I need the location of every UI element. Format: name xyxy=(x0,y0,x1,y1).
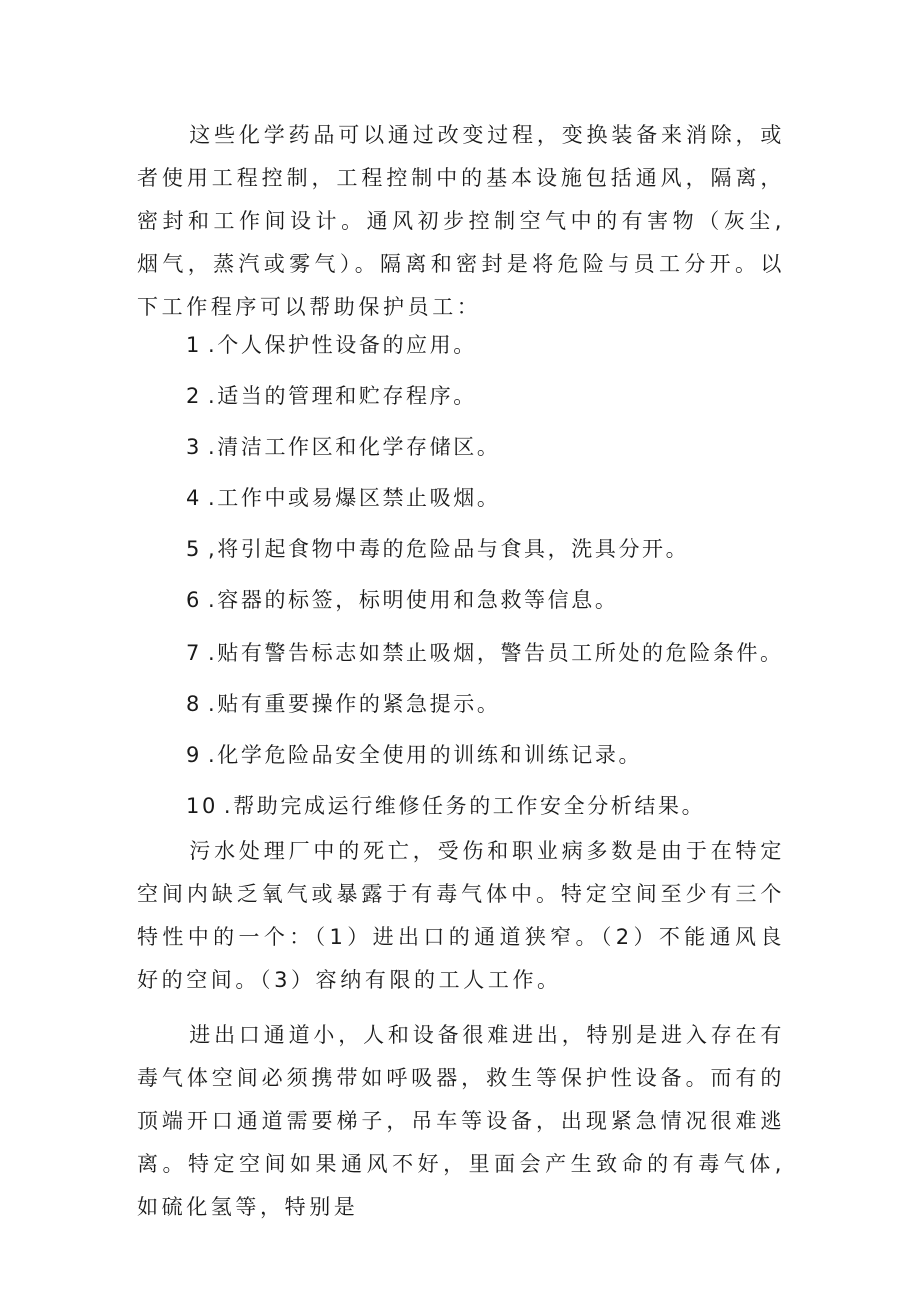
list-item xyxy=(186,689,786,719)
list-item-text: 适当的管理和贮存程序。 xyxy=(217,384,477,408)
list-item xyxy=(186,791,786,821)
paragraph-intro xyxy=(137,114,785,329)
list-item-separator: . xyxy=(207,588,218,612)
list-item-separator: . xyxy=(207,384,218,408)
list-item-number: 8 xyxy=(186,692,202,716)
list-item-number: 7 xyxy=(186,641,202,665)
list-item-separator: . xyxy=(207,743,218,767)
list-item-text: 工作中或易爆区禁止吸烟。 xyxy=(217,486,501,510)
list-item-number: 2 xyxy=(186,384,202,408)
list-item xyxy=(186,330,786,360)
list-item-number: 1 xyxy=(186,333,202,357)
list-item-separator: . xyxy=(207,333,218,357)
list-item xyxy=(186,585,786,615)
list-item-separator: . xyxy=(207,692,218,716)
paragraph-intro-text: 这些化学药品可以通过改变过程，变换装备来消除，或者使用工程控制，工程控制中的基本设施包括通风，隔离，密封和工作间设计。通风初步控制空气中的有害物（灰尘,烟气，蒸汽或雾气）。隔离和密封是将危险与员工分开。以下工作程序可以帮助保护员工： xyxy=(137,123,785,319)
paragraph-access-passage xyxy=(137,1014,785,1229)
list-item-text: 贴有重要操作的紧急提示。 xyxy=(217,692,501,716)
list-item-separator: , xyxy=(207,537,218,561)
list-item-text: 清洁工作区和化学存储区。 xyxy=(217,435,501,459)
list-item-number: 9 xyxy=(186,743,202,767)
list-item xyxy=(186,483,786,513)
list-item-text: 个人保护性设备的应用。 xyxy=(217,333,477,357)
list-item-number: 6 xyxy=(186,588,202,612)
list-item xyxy=(186,534,786,564)
list-item-text: 容器的标签，标明使用和急救等信息。 xyxy=(217,588,619,612)
list-item-text: 将引起食物中毒的危险品与食具，洗具分开。 xyxy=(217,537,690,561)
list-item-number: 10 xyxy=(186,794,218,818)
list-item-number: 5 xyxy=(186,537,202,561)
list-item-separator: . xyxy=(207,435,218,459)
paragraph-access-passage-text: 进出口通道小，人和设备很难进出，特别是进入存在有毒气体空间必须携带如呼吸器，救生等保护性设备。而有的顶端开口通道需要梯子，吊车等设备，出现紧急情况很难逃离。特定空间如果通风不好，里面会产生致命的有毒气体,如硫化氢等，特别是 xyxy=(137,1023,785,1219)
list-item-number: 3 xyxy=(186,435,202,459)
list-item xyxy=(186,740,786,770)
list-item-separator: . xyxy=(207,486,218,510)
list-item-text: 化学危险品安全使用的训练和训练记录。 xyxy=(217,743,643,767)
paragraph-confined-space-text: 污水处理厂中的死亡，受伤和职业病多数是由于在特定空间内缺乏氧气或暴露于有毒气体中。特定空间至少有三个特性中的一个：（1）进出口的通道狭窄。（2）不能通风良好的空间。（3）容纳有限的工人工作。 xyxy=(137,839,785,992)
list-item xyxy=(186,381,786,411)
list-item-separator: . xyxy=(207,641,218,665)
list-item-separator: . xyxy=(223,794,234,818)
list-item xyxy=(186,432,786,462)
list-item xyxy=(186,638,786,668)
list-item-text: 帮助完成运行维修任务的工作安全分析结果。 xyxy=(233,794,706,818)
paragraph-confined-space xyxy=(137,830,785,1002)
list-item-text: 贴有警告标志如禁止吸烟，警告员工所处的危险条件。 xyxy=(217,641,784,665)
list-item-number: 4 xyxy=(186,486,202,510)
